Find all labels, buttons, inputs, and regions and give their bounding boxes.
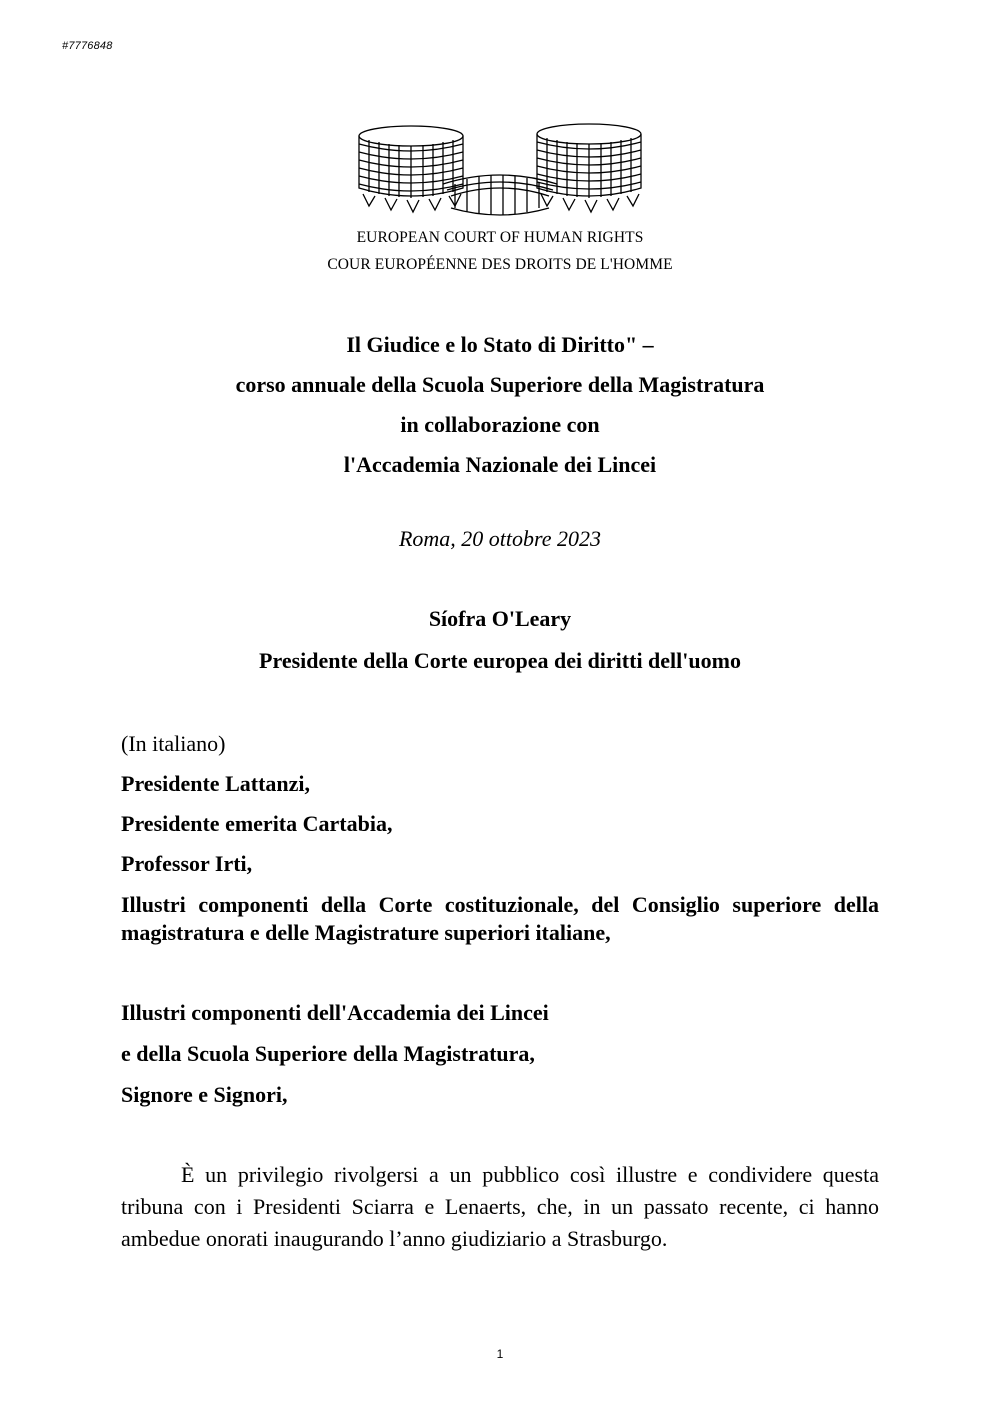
place-date: Roma, 20 ottobre 2023 (398, 526, 602, 551)
salutation-line: Presidente emerita Cartabia, (121, 811, 393, 836)
salutation-line: e della Scuola Superiore della Magistratura, (121, 1041, 535, 1066)
speaker-name: Síofra O'Leary (428, 606, 572, 631)
document-id: #7776848 (62, 40, 113, 52)
court-building-logo-icon (355, 122, 645, 222)
org-name-french: COUR EUROPÉENNE DES DROITS DE L'HOMME (327, 256, 673, 273)
title-line-2: corso annuale della Scuola Superiore della Magistratura (235, 372, 765, 397)
salutation-line: Signore e Signori, (121, 1082, 288, 1107)
page-number: 1 (496, 1347, 504, 1361)
title-line-3: in collaborazione con (400, 412, 600, 437)
salutation-line: Illustri componenti dell'Accademia dei Lincei (121, 1000, 549, 1025)
event-title (0, 325, 1000, 485)
salutation-line: Presidente Lattanzi, (121, 771, 311, 796)
body-paragraph: È un privilegio rivolgersi a un pubblico così illustre e condividere questa tribuna con i Presidenti Sciarra e Lenaerts, che, in un passato recente, ci hanno ambedue onorati inaugurando l’anno giudiziario a Strasburgo. (121, 1162, 879, 1251)
language-note: (In italiano) (121, 731, 226, 756)
title-line-1: Il Giudice e lo Stato di Diritto" – (346, 332, 654, 357)
speaker-role: Presidente della Corte europea dei diritti dell'uomo (259, 648, 741, 673)
salutation-line: Illustri componenti della Corte costituzionale, del Consiglio superiore della magistratura e delle Magistrature superiori italiane, (121, 892, 879, 945)
salutation-line: Professor Irti, (121, 851, 253, 876)
title-line-4: l'Accademia Nazionale dei Lincei (343, 452, 657, 477)
org-name-english: EUROPEAN COURT OF HUMAN RIGHTS (356, 229, 644, 246)
